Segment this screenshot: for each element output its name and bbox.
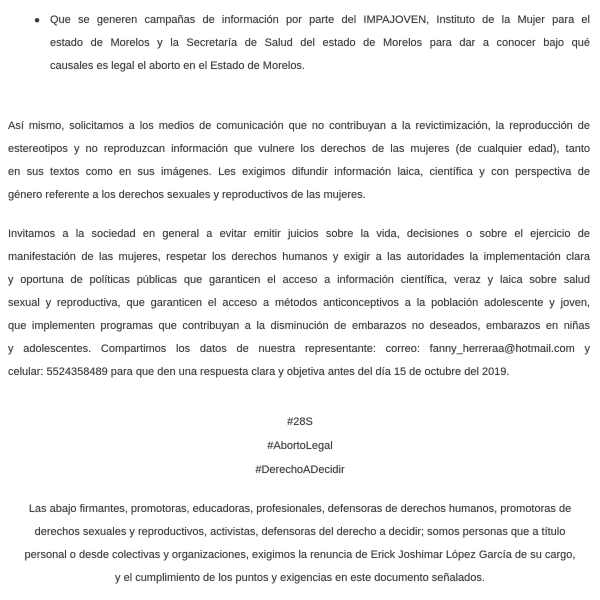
bullet-text-line: estado de Morelos y la Secretaría de Salud del estado de Morelos para dar a conocer bajo qué [50, 37, 590, 49]
hashtag-line: #DerechoADecidir [255, 464, 345, 476]
closing-text-line: Las abajo firmantes, promotoras, educadoras, profesionales, defensoras de derechos humanos, promotoras de [28, 503, 572, 515]
closing-text-line: y el cumplimiento de los puntos y exigencias en este documento señalados. [115, 572, 485, 584]
paragraph-text-line: en sus textos como en sus imágenes. Les exigimos difundir información laica, científica y con perspectiva de [8, 166, 590, 178]
paragraph-text-line: género referente a los derechos sexuales y reproductivos de las mujeres. [8, 189, 366, 201]
paragraph-text-line: manifestación de las mujeres, respetar los derechos humanos y exigir a las autoridades la implementación clara [8, 251, 590, 263]
paragraph-text-line: sexual y reproductiva, que garanticen el acceso a métodos anticonceptivos a la población adolescente y joven, [8, 297, 590, 309]
paragraph-text-line: que implementen programas que contribuyan a la disminución de embarazos no deseados, embarazos en niñas [8, 320, 590, 332]
hashtag-line: #28S [287, 416, 313, 428]
closing-text-line: derechos sexuales y reproductivos, activistas, defensoras del derecho a decidir; somos personas que a título [34, 526, 566, 538]
paragraph-society-invitation [0, 223, 600, 384]
paragraph-text-line: y oportuna de políticas públicas que garanticen el acceso a información científica, veraz y laica sobre salud [8, 274, 590, 286]
bullet-icon: ● [34, 15, 41, 26]
paragraph-media-demands [0, 115, 600, 207]
closing-paragraph [0, 498, 600, 590]
bullet-text-line: causales es legal el aborto en el Estado de Morelos. [50, 60, 305, 72]
closing-text-line: personal o desde colectivas y organizaciones, exigimos la renuncia de Erick Joshimar López García de su cargo, [24, 549, 576, 561]
hashtag-list [0, 410, 600, 482]
paragraph-text-line: estereotipos y no reproduzcan información que vulnere los derechos de las mujeres (de cualquier edad), tanto [8, 143, 590, 155]
hashtag-line: #AbortoLegal [267, 440, 333, 452]
paragraph-text-line: celular: 5524358489 para que den una respuesta clara y objetiva antes del día 15 de octubre del 2019. [8, 366, 510, 378]
bullet-item [0, 0, 600, 78]
paragraph-text-line: y adolescentes. Compartimos los datos de nuestra representante: correo: fanny_herreraa@hotmail.com y [8, 343, 590, 355]
paragraph-text-line: Invitamos a la sociedad en general a evitar emitir juicios sobre la vida, decisiones o sobre el ejercicio de [8, 228, 590, 240]
paragraph-text-line: Así mismo, solicitamos a los medios de comunicación que no contribuyan a la revictimización, la reproducción de [8, 120, 590, 132]
bullet-text-line: Que se generen campañas de información por parte del IMPAJOVEN, Instituto de la Mujer para el [50, 14, 590, 26]
bullet-item-text [50, 9, 590, 78]
